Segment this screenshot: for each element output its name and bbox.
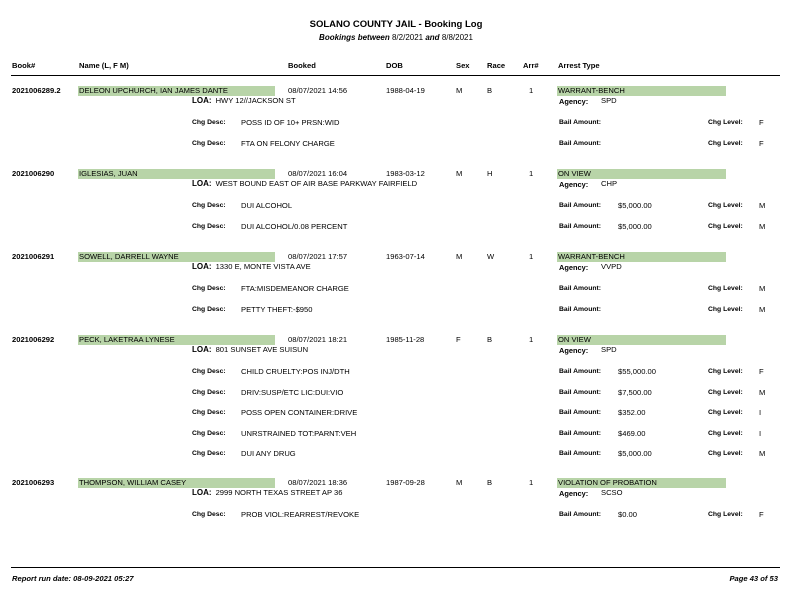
inmate-name: PECK, LAKETRAA LYNESE xyxy=(78,335,275,345)
inmate-name: DELEON UPCHURCH, IAN JAMES DANTE xyxy=(78,86,275,96)
bail-amount-label: Bail Amount: xyxy=(559,429,602,437)
sex-value: M xyxy=(456,169,463,178)
book-number: 2021006293 xyxy=(12,478,55,487)
location-of-arrest xyxy=(192,96,296,105)
charge-description: PETTY THEFT:-$950 xyxy=(241,304,313,314)
bail-amount-label: Bail Amount: xyxy=(559,450,602,457)
report-title: SOLANO COUNTY JAIL - Booking Log xyxy=(309,19,483,30)
col-header-arrest-type: Arrest Type xyxy=(558,61,600,70)
bail-amount: $5,000.00 xyxy=(618,201,652,210)
chg-desc-label: Chg Desc: xyxy=(192,409,226,416)
chg-desc-label: Chg Desc: xyxy=(192,429,226,437)
charge-level: M xyxy=(759,449,766,458)
loa-label: LOA: xyxy=(192,96,212,105)
date-of-birth: 1985-11-28 xyxy=(386,335,425,344)
agency-label: Agency: xyxy=(559,489,589,498)
chg-level-label: Chg Level: xyxy=(708,119,743,126)
chg-desc-label: Chg Desc: xyxy=(192,285,226,292)
chg-level-label: Chg Level: xyxy=(708,202,743,209)
sex-value: M xyxy=(456,252,463,261)
bail-amount: $469.00 xyxy=(618,428,646,438)
chg-level-label: Chg Level: xyxy=(708,388,743,396)
charge-description: UNRSTRAINED TOT:PARNT:VEH xyxy=(241,428,357,438)
charge-level: M xyxy=(759,221,766,231)
chg-level-label: Chg Level: xyxy=(708,368,743,375)
book-number: 2021006290 xyxy=(12,169,55,178)
chg-level-label: Chg Level: xyxy=(708,409,743,416)
bail-amount-label: Bail Amount: xyxy=(559,511,602,518)
sex-value: M xyxy=(456,478,463,487)
bail-amount-label: Bail Amount: xyxy=(559,305,602,313)
chg-level-label: Chg Level: xyxy=(708,511,743,518)
sex-value: F xyxy=(456,335,461,344)
agency-value: SPD xyxy=(601,96,617,105)
bail-amount: $55,000.00 xyxy=(618,367,657,376)
charge-level: M xyxy=(759,387,766,397)
race-value: B xyxy=(487,478,493,487)
chg-level-label: Chg Level: xyxy=(708,222,743,230)
bail-amount-label: Bail Amount: xyxy=(559,285,602,292)
chg-level-label: Chg Level: xyxy=(708,285,743,292)
agency-value: VVPD xyxy=(601,262,622,271)
charge-level: F xyxy=(759,367,764,376)
loa-label: LOA: xyxy=(192,262,212,271)
charge-description: CHILD CRUELTY:POS INJ/DTH xyxy=(241,367,350,376)
sex-value: M xyxy=(456,86,463,95)
header-rule xyxy=(11,75,780,76)
date-of-birth: 1983-03-12 xyxy=(386,169,425,178)
arrest-number: 1 xyxy=(529,478,534,487)
report-subtitle xyxy=(0,33,792,42)
arrest-number: 1 xyxy=(529,86,534,95)
bail-amount-label: Bail Amount: xyxy=(559,368,602,375)
charge-description: POSS ID OF 10+ PRSN:WID xyxy=(241,118,340,127)
charge-description: DRIV:SUSP/ETC LIC:DUI:VIO xyxy=(241,387,344,397)
charge-description: DUI ALCOHOL xyxy=(241,201,293,210)
charge-level: I xyxy=(759,408,762,417)
col-header-booked: Booked xyxy=(288,61,316,70)
chg-level-label: Chg Level: xyxy=(708,139,743,147)
page-number: Page 43 of 53 xyxy=(729,574,778,583)
charge-level: M xyxy=(759,201,766,210)
bail-amount-label: Bail Amount: xyxy=(559,119,602,126)
bail-amount: $0.00 xyxy=(618,510,638,519)
bail-amount-label: Bail Amount: xyxy=(559,139,602,147)
agency-label: Agency: xyxy=(559,263,589,272)
footer-rule xyxy=(11,567,780,568)
chg-desc-label: Chg Desc: xyxy=(192,511,226,518)
race-value: B xyxy=(487,335,493,344)
arrest-type: VIOLATION OF PROBATION xyxy=(557,478,726,488)
chg-level-label: Chg Level: xyxy=(708,450,743,457)
arrest-number: 1 xyxy=(529,335,534,344)
booked-datetime: 08/07/2021 16:04 xyxy=(288,169,348,178)
location-of-arrest xyxy=(192,488,342,497)
col-header-race: Race xyxy=(487,61,506,70)
agency-label: Agency: xyxy=(559,180,589,189)
loa-value: WEST BOUND EAST OF AIR BASE PARKWAY FAIRFIELD xyxy=(215,179,418,188)
charge-level: M xyxy=(759,284,766,293)
chg-desc-label: Chg Desc: xyxy=(192,450,226,457)
date-of-birth: 1987-09-28 xyxy=(386,478,425,487)
col-header-arr: Arr# xyxy=(523,61,539,70)
book-number: 2021006291 xyxy=(12,252,55,261)
agency-value: CHP xyxy=(601,179,618,188)
chg-desc-label: Chg Desc: xyxy=(192,119,226,126)
col-header-name: Name (L, F M) xyxy=(79,61,129,70)
race-value: W xyxy=(487,252,495,261)
inmate-name: SOWELL, DARRELL WAYNE xyxy=(78,252,275,262)
date-of-birth: 1963-07-14 xyxy=(386,252,425,261)
date-of-birth: 1988-04-19 xyxy=(386,86,425,95)
loa-label: LOA: xyxy=(192,179,212,188)
charge-level: M xyxy=(759,304,766,314)
col-header-book: Book# xyxy=(12,61,36,70)
bail-amount-label: Bail Amount: xyxy=(559,388,602,396)
chg-desc-label: Chg Desc: xyxy=(192,202,226,209)
agency-value: SCSO xyxy=(601,488,623,497)
chg-desc-label: Chg Desc: xyxy=(192,222,226,230)
booked-datetime: 08/07/2021 18:36 xyxy=(288,478,348,487)
arrest-type: ON VIEW xyxy=(557,335,726,345)
arrest-type: ON VIEW xyxy=(557,169,726,179)
chg-desc-label: Chg Desc: xyxy=(192,368,226,375)
charge-level: F xyxy=(759,138,764,148)
subtitle-and: and xyxy=(425,33,440,42)
agency-value: SPD xyxy=(601,345,617,354)
charge-description: POSS OPEN CONTAINER:DRIVE xyxy=(241,408,358,417)
loa-value: 801 SUNSET AVE SUISUN xyxy=(215,345,309,354)
chg-desc-label: Chg Desc: xyxy=(192,388,226,396)
col-header-dob: DOB xyxy=(386,61,403,70)
arrest-type: WARRANT-BENCH xyxy=(557,86,726,96)
booked-datetime: 08/07/2021 17:57 xyxy=(288,252,348,261)
location-of-arrest xyxy=(192,179,417,188)
location-of-arrest xyxy=(192,262,311,271)
chg-level-label: Chg Level: xyxy=(708,429,743,437)
chg-desc-label: Chg Desc: xyxy=(192,305,226,313)
race-value: H xyxy=(487,169,493,178)
booked-datetime: 08/07/2021 14:56 xyxy=(288,86,348,95)
loa-value: HWY 12//JACKSON ST xyxy=(215,96,296,105)
charge-description: DUI ANY DRUG xyxy=(241,449,296,458)
charge-description: FTA ON FELONY CHARGE xyxy=(241,138,335,148)
book-number: 2021006289.2 xyxy=(12,86,61,95)
bail-amount-label: Bail Amount: xyxy=(559,202,602,209)
subtitle-prefix: Bookings between xyxy=(319,33,390,42)
charge-description: FTA:MISDEMEANOR CHARGE xyxy=(241,284,349,293)
inmate-name: IGLESIAS, JUAN xyxy=(78,169,275,179)
location-of-arrest xyxy=(192,345,308,354)
bail-amount-label: Bail Amount: xyxy=(559,409,602,416)
bail-amount: $7,500.00 xyxy=(618,387,652,397)
col-header-sex: Sex xyxy=(456,61,470,70)
arrest-number: 1 xyxy=(529,252,534,261)
race-value: B xyxy=(487,86,493,95)
bail-amount: $352.00 xyxy=(618,408,646,417)
book-number: 2021006292 xyxy=(12,335,55,344)
report-run-date: Report run date: 08-09-2021 05:27 xyxy=(12,574,134,583)
charge-level: F xyxy=(759,510,764,519)
bail-amount-label: Bail Amount: xyxy=(559,222,602,230)
date-to: 8/8/2021 xyxy=(441,33,473,42)
loa-label: LOA: xyxy=(192,345,212,354)
booked-datetime: 08/07/2021 18:21 xyxy=(288,335,348,344)
loa-value: 1330 E, MONTE VISTA AVE xyxy=(215,262,311,271)
loa-value: 2999 NORTH TEXAS STREET AP 36 xyxy=(215,488,343,497)
charge-level: F xyxy=(759,118,764,127)
arrest-type: WARRANT-BENCH xyxy=(557,252,726,262)
chg-desc-label: Chg Desc: xyxy=(192,139,226,147)
agency-label: Agency: xyxy=(559,97,589,106)
chg-level-label: Chg Level: xyxy=(708,305,743,313)
bail-amount: $5,000.00 xyxy=(618,221,652,231)
arrest-number: 1 xyxy=(529,169,534,178)
charge-description: DUI ALCOHOL/0.08 PERCENT xyxy=(241,221,348,231)
inmate-name: THOMPSON, WILLIAM CASEY xyxy=(78,478,275,488)
charge-description: PROB VIOL:REARREST/REVOKE xyxy=(241,510,360,519)
date-from: 8/2/2021 xyxy=(391,33,424,42)
bail-amount: $5,000.00 xyxy=(618,449,652,458)
agency-label: Agency: xyxy=(559,346,589,355)
loa-label: LOA: xyxy=(192,488,212,497)
charge-level: I xyxy=(759,428,762,438)
